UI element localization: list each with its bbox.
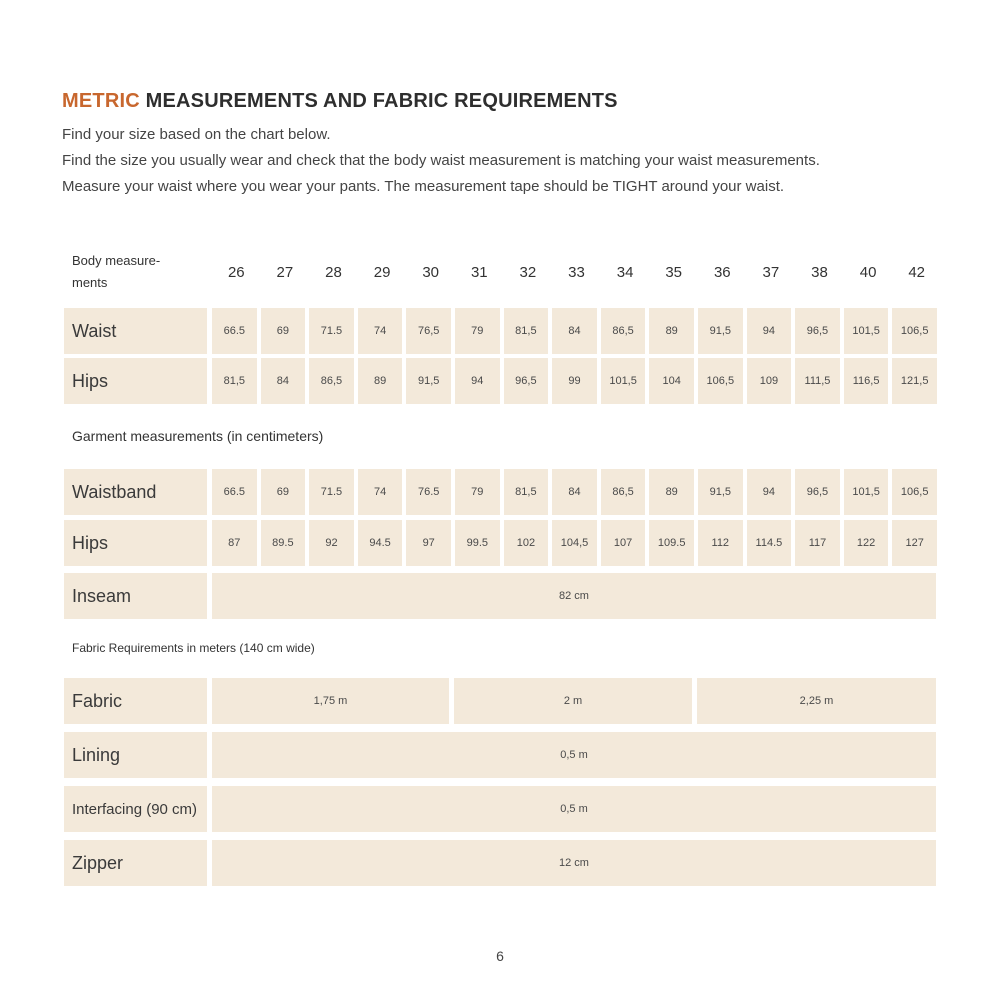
body-hips-cell: 104 [649, 358, 694, 404]
page-title [62, 90, 618, 113]
lining-label: Lining [64, 732, 207, 778]
inseam-label: Inseam [64, 573, 207, 619]
waist-cell: 76,5 [406, 308, 451, 354]
waist-cell: 74 [358, 308, 403, 354]
size-column-header: 29 [373, 264, 391, 281]
waistband-cell: 96,5 [795, 469, 840, 515]
waist-cell: 106,5 [892, 308, 937, 354]
interfacing-label: Interfacing (90 cm) [64, 786, 207, 832]
size-column-header: 30 [422, 264, 440, 281]
garment-hips-cell: 99.5 [455, 520, 500, 566]
waistband-cell: 84 [552, 469, 597, 515]
body-hips-cell: 121,5 [892, 358, 937, 404]
garment-hips-cell: 94.5 [358, 520, 403, 566]
waist-label: Waist [64, 308, 207, 354]
garment-hips-cell: 104,5 [552, 520, 597, 566]
size-column-header: 35 [665, 264, 683, 281]
garment-hips-row [64, 520, 936, 566]
waist-cell: 89 [649, 308, 694, 354]
body-hips-cell: 96,5 [504, 358, 549, 404]
page-number: 6 [496, 948, 504, 964]
body-hips-cell: 106,5 [698, 358, 743, 404]
fabric-value: 1,75 m [212, 678, 449, 724]
fabric-label: Fabric [64, 678, 207, 724]
waistband-cell: 79 [455, 469, 500, 515]
waist-cell: 71.5 [309, 308, 354, 354]
size-column-header: 42 [908, 264, 926, 281]
waistband-label: Waistband [64, 469, 207, 515]
waistband-cell: 71.5 [309, 469, 354, 515]
garment-hips-label: Hips [64, 520, 207, 566]
garment-hips-cell: 97 [406, 520, 451, 566]
garment-hips-cell: 117 [795, 520, 840, 566]
waist-cell: 94 [747, 308, 792, 354]
title-rest: MEASUREMENTS AND FABRIC REQUIREMENTS [139, 90, 618, 112]
body-hips-cell: 91,5 [406, 358, 451, 404]
garment-hips-cell: 122 [844, 520, 889, 566]
garment-hips-cell: 127 [892, 520, 937, 566]
interfacing-row [64, 786, 936, 832]
title-accent: METRIC [62, 90, 140, 112]
garment-hips-cell: 114.5 [747, 520, 792, 566]
waistband-cell: 76.5 [406, 469, 451, 515]
fabric-heading: Fabric Requirements in meters (140 cm wide) [72, 641, 315, 655]
garment-hips-cell: 102 [504, 520, 549, 566]
waist-cell: 66.5 [212, 308, 257, 354]
size-column-header: 36 [713, 264, 731, 281]
body-hips-cell: 99 [552, 358, 597, 404]
body-hips-cell: 94 [455, 358, 500, 404]
waist-cell: 91,5 [698, 308, 743, 354]
body-measurements-label [72, 250, 160, 294]
size-column-header: 37 [762, 264, 780, 281]
interfacing-value: 0,5 m [212, 786, 936, 832]
body-hips-cell: 84 [261, 358, 306, 404]
garment-hips-cell: 89.5 [261, 520, 306, 566]
waistband-cell: 101,5 [844, 469, 889, 515]
zipper-label: Zipper [64, 840, 207, 886]
body-hips-cell: 89 [358, 358, 403, 404]
body-hips-cell: 116,5 [844, 358, 889, 404]
intro-line: Find the size you usually wear and check that the body waist measurement is matching your waist measurements. [62, 152, 820, 169]
body-hips-cell: 86,5 [309, 358, 354, 404]
waist-cell: 96,5 [795, 308, 840, 354]
size-column-header: 28 [325, 264, 342, 281]
body-measurements-label-line: Body measure- [72, 253, 161, 268]
body-hips-row [64, 358, 936, 404]
garment-hips-cell: 92 [309, 520, 354, 566]
waist-cell: 84 [552, 308, 597, 354]
size-column-header: 34 [616, 264, 634, 281]
waist-cell: 79 [455, 308, 500, 354]
size-column-header: 33 [568, 264, 585, 281]
zipper-value: 12 cm [212, 840, 936, 886]
waistband-cell: 66.5 [212, 469, 257, 515]
waistband-cell: 106,5 [892, 469, 937, 515]
fabric-value: 2,25 m [697, 678, 936, 724]
body-hips-label: Hips [64, 358, 207, 404]
garment-hips-cell: 109.5 [649, 520, 694, 566]
garment-hips-cell: 112 [698, 520, 743, 566]
fabric-row [64, 678, 936, 724]
size-column-header: 31 [470, 264, 488, 281]
size-header [64, 248, 936, 304]
size-column-header: 38 [811, 264, 828, 281]
intro-line: Measure your waist where you wear your pants. The measurement tape should be TIGHT around your waist. [62, 178, 785, 195]
intro-text [62, 122, 820, 200]
waistband-cell: 81,5 [504, 469, 549, 515]
waistband-cell: 91,5 [698, 469, 743, 515]
size-column-header: 40 [859, 264, 877, 281]
size-column-header: 32 [519, 264, 537, 281]
body-hips-cell: 101,5 [601, 358, 646, 404]
waistband-cell: 86,5 [601, 469, 646, 515]
body-measurements-label-line: ments [72, 275, 108, 290]
inseam-value: 82 cm [212, 573, 936, 619]
lining-row [64, 732, 936, 778]
garment-hips-cell: 107 [601, 520, 646, 566]
size-column-header: 27 [276, 264, 294, 281]
waistband-cell: 69 [261, 469, 306, 515]
waistband-cell: 89 [649, 469, 694, 515]
waistband-cell: 74 [358, 469, 403, 515]
body-hips-cell: 109 [747, 358, 792, 404]
inseam-row [64, 573, 936, 619]
waistband-row [64, 469, 936, 515]
body-hips-cell: 81,5 [212, 358, 257, 404]
fabric-value: 2 m [454, 678, 692, 724]
garment-heading: Garment measurements (in centimeters) [72, 428, 324, 444]
waist-row [64, 308, 936, 354]
garment-hips-cell: 87 [212, 520, 257, 566]
waist-cell: 69 [261, 308, 306, 354]
waist-cell: 86,5 [601, 308, 646, 354]
waist-cell: 81,5 [504, 308, 549, 354]
intro-line: Find your size based on the chart below. [62, 126, 331, 143]
waist-cell: 101,5 [844, 308, 889, 354]
lining-value: 0,5 m [212, 732, 936, 778]
zipper-row [64, 840, 936, 886]
waistband-cell: 94 [747, 469, 792, 515]
size-column-header: 26 [227, 264, 245, 281]
body-hips-cell: 111,5 [795, 358, 840, 404]
